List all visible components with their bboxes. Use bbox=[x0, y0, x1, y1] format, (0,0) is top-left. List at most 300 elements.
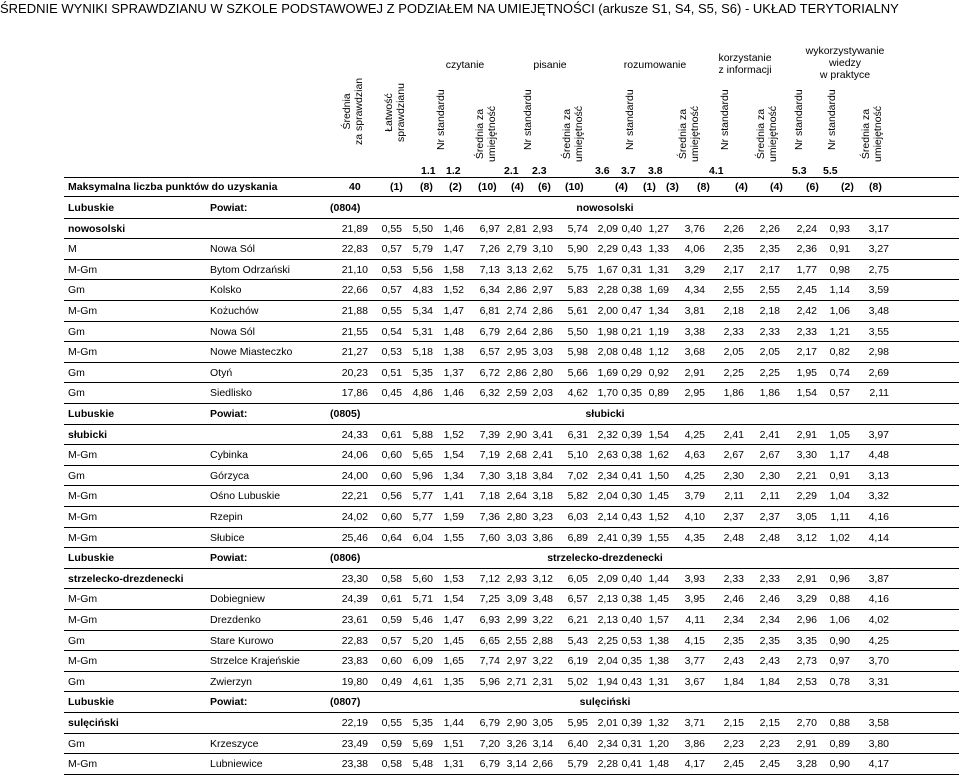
value-cell: 1,95 bbox=[796, 366, 817, 379]
value-cell: 2,05 bbox=[759, 346, 780, 359]
value-cell: 1,45 bbox=[648, 593, 669, 606]
value-cell: 1,65 bbox=[443, 655, 464, 668]
value-cell: 2,31 bbox=[532, 675, 553, 688]
value-cell: 2,59 bbox=[506, 387, 527, 400]
value-cell: 0,60 bbox=[381, 655, 402, 668]
value-cell: 2,23 bbox=[759, 737, 780, 750]
value-cell: 2,35 bbox=[759, 634, 780, 647]
max-points-cell: (8) bbox=[869, 181, 882, 193]
table-row bbox=[0, 363, 959, 384]
region-name: Lubuskie bbox=[68, 202, 115, 214]
row-divider bbox=[64, 403, 959, 404]
row-divider bbox=[64, 609, 959, 610]
value-cell: 7,30 bbox=[479, 469, 500, 482]
value-cell: 6,81 bbox=[479, 305, 500, 317]
value-cell: 7,26 bbox=[479, 243, 500, 256]
value-cell: 1,47 bbox=[443, 614, 464, 626]
value-cell: 3,71 bbox=[684, 717, 705, 729]
value-cell: 2,21 bbox=[796, 469, 817, 482]
header-mean-line2: za sprawdzian bbox=[353, 77, 365, 145]
value-cell: 3,95 bbox=[684, 593, 705, 606]
value-cell: 1,54 bbox=[443, 449, 464, 462]
value-cell: 0,40 bbox=[621, 572, 642, 585]
value-cell: 5,82 bbox=[567, 490, 588, 503]
value-cell: 5,88 bbox=[412, 428, 433, 441]
row-type: Gm bbox=[68, 469, 85, 482]
sub-czytanie-sr-1: Średnia za bbox=[474, 108, 486, 160]
sub-korzystanie-sr bbox=[755, 106, 779, 162]
table-row bbox=[0, 466, 959, 487]
value-cell: 5,34 bbox=[412, 305, 433, 317]
powiat-label: Powiat: bbox=[210, 552, 248, 565]
value-cell: 3,17 bbox=[868, 222, 889, 235]
value-cell: 2,13 bbox=[597, 593, 618, 606]
value-cell: 2,53 bbox=[796, 675, 817, 688]
value-cell: 0,60 bbox=[381, 511, 402, 523]
value-cell: 0,57 bbox=[381, 634, 402, 647]
value-cell: 2,93 bbox=[532, 222, 553, 235]
row-type: M-Gm bbox=[68, 614, 98, 626]
row-type: nowosolski bbox=[68, 222, 126, 235]
row-divider bbox=[64, 485, 959, 486]
value-cell: 0,48 bbox=[621, 346, 642, 359]
value-cell: 0,91 bbox=[829, 469, 850, 482]
value-cell: 17,86 bbox=[341, 387, 368, 400]
value-cell: 2,93 bbox=[506, 572, 527, 585]
value-cell: 3,28 bbox=[796, 758, 817, 771]
value-cell: 2,79 bbox=[506, 243, 527, 256]
max-points-cell: (4) bbox=[735, 181, 748, 193]
table-row bbox=[0, 301, 959, 322]
value-cell: 2,23 bbox=[723, 737, 744, 750]
row-type: M-Gm bbox=[68, 490, 98, 503]
value-cell: 5,83 bbox=[567, 284, 588, 297]
value-cell: 1,54 bbox=[648, 428, 669, 441]
value-cell: 2,11 bbox=[760, 490, 780, 503]
row-divider bbox=[64, 465, 959, 466]
value-cell: 1,70 bbox=[597, 387, 618, 400]
value-cell: 2,35 bbox=[759, 243, 780, 256]
value-cell: 2,81 bbox=[506, 222, 527, 235]
value-cell: 4,10 bbox=[684, 511, 705, 523]
value-cell: 23,30 bbox=[341, 572, 368, 585]
value-cell: 2,05 bbox=[723, 346, 744, 359]
value-cell: 5,66 bbox=[567, 366, 588, 379]
value-cell: 6,19 bbox=[567, 655, 588, 668]
max-points-cell: (4) bbox=[770, 181, 783, 193]
value-cell: 2,80 bbox=[532, 366, 553, 379]
value-cell: 1,52 bbox=[648, 511, 669, 523]
table-row bbox=[0, 754, 959, 775]
powiat-summary-row bbox=[0, 713, 959, 734]
row-divider bbox=[64, 300, 959, 301]
value-cell: 2,36 bbox=[796, 243, 817, 256]
value-cell: 3,86 bbox=[532, 531, 553, 544]
value-cell: 2,90 bbox=[506, 428, 527, 441]
value-cell: 6,65 bbox=[479, 634, 500, 647]
value-cell: 1,45 bbox=[648, 490, 669, 503]
value-cell: 23,61 bbox=[341, 614, 368, 626]
value-cell: 6,09 bbox=[412, 655, 433, 668]
value-cell: 3,10 bbox=[532, 243, 553, 256]
value-cell: 0,82 bbox=[829, 346, 850, 359]
row-divider bbox=[64, 506, 959, 507]
group-wyk-line2: wiedzy bbox=[828, 57, 862, 69]
value-cell: 3,93 bbox=[684, 572, 705, 585]
header-mean bbox=[341, 78, 365, 145]
value-cell: 2,34 bbox=[597, 469, 618, 482]
value-cell: 0,41 bbox=[621, 469, 642, 482]
value-cell: 3,70 bbox=[868, 655, 889, 668]
sub-korzystanie-nr: Nr standardu bbox=[719, 89, 731, 150]
value-cell: 5,96 bbox=[412, 469, 433, 482]
value-cell: 0,38 bbox=[621, 449, 642, 462]
value-cell: 1,47 bbox=[443, 305, 464, 317]
value-cell: 1,04 bbox=[829, 490, 850, 503]
value-cell: 0,31 bbox=[621, 737, 642, 750]
max-points-cell: 40 bbox=[349, 181, 361, 193]
value-cell: 2,73 bbox=[796, 655, 817, 668]
value-cell: 2,63 bbox=[597, 449, 618, 462]
value-cell: 24,39 bbox=[341, 593, 368, 606]
row-type: M-Gm bbox=[68, 593, 98, 606]
value-cell: 2,91 bbox=[796, 737, 817, 750]
row-type: Gm bbox=[68, 737, 85, 750]
value-cell: 4,83 bbox=[412, 284, 433, 297]
value-cell: 5,48 bbox=[412, 758, 433, 771]
value-cell: 1,21 bbox=[829, 325, 850, 338]
value-cell: 21,10 bbox=[341, 263, 368, 276]
value-cell: 0,78 bbox=[829, 675, 850, 688]
value-cell: 5,35 bbox=[412, 366, 433, 379]
value-cell: 1,77 bbox=[796, 263, 817, 276]
value-cell: 1,62 bbox=[648, 449, 669, 462]
row-divider bbox=[64, 712, 959, 713]
value-cell: 5,65 bbox=[412, 449, 433, 462]
value-cell: 5,02 bbox=[567, 675, 588, 688]
value-cell: 2,46 bbox=[723, 593, 744, 606]
standard-number: 5.5 bbox=[823, 165, 838, 177]
row-divider bbox=[64, 341, 959, 342]
table-row bbox=[0, 239, 959, 260]
group-pisanie: pisanie bbox=[533, 59, 567, 71]
value-cell: 6,40 bbox=[567, 737, 588, 750]
value-cell: 2,95 bbox=[684, 387, 705, 400]
value-cell: 7,02 bbox=[567, 469, 588, 482]
value-cell: 2,15 bbox=[723, 717, 744, 729]
sub-rozumowanie-nr: Nr standardu bbox=[624, 89, 636, 150]
value-cell: 24,00 bbox=[341, 469, 368, 482]
row-type: M-Gm bbox=[68, 758, 98, 771]
page-title: ŚREDNIE WYNIKI SPRAWDZIANU W SZKOLE PODSTAWOWEJ Z PODZIAŁEM NA UMIEJĘTNOŚCI (arkusze S1, S4, S5, S6) - UKŁAD TERYTORIALNY bbox=[0, 1, 899, 16]
value-cell: 3,97 bbox=[868, 428, 889, 441]
value-cell: 1,38 bbox=[648, 655, 669, 668]
value-cell: 0,38 bbox=[621, 593, 642, 606]
value-cell: 0,61 bbox=[381, 428, 402, 441]
table-row bbox=[0, 651, 959, 672]
table-row bbox=[0, 486, 959, 507]
header-ease-line2: sprawdzianu bbox=[395, 83, 407, 142]
value-cell: 2,99 bbox=[506, 614, 527, 626]
value-cell: 0,49 bbox=[381, 675, 402, 688]
value-cell: 1,57 bbox=[648, 614, 669, 626]
value-cell: 0,53 bbox=[621, 634, 642, 647]
value-cell: 2,91 bbox=[684, 366, 705, 379]
sub-pisanie-sr-2: umiejętność bbox=[573, 105, 585, 162]
value-cell: 0,89 bbox=[648, 387, 669, 400]
value-cell: 3,80 bbox=[868, 737, 889, 750]
value-cell: 0,57 bbox=[381, 284, 402, 297]
value-cell: 2,09 bbox=[597, 222, 618, 235]
row-divider bbox=[64, 362, 959, 363]
value-cell: 5,31 bbox=[412, 325, 433, 338]
table-row bbox=[0, 610, 959, 631]
value-cell: 3,23 bbox=[532, 511, 553, 523]
sub-wyk-nr1: Nr standardu bbox=[793, 89, 805, 150]
value-cell: 5,79 bbox=[567, 758, 588, 771]
value-cell: 22,83 bbox=[341, 243, 368, 256]
value-cell: 1,38 bbox=[648, 634, 669, 647]
value-cell: 1,59 bbox=[443, 511, 464, 523]
max-points-cell: (3) bbox=[666, 181, 679, 193]
value-cell: 3,30 bbox=[796, 449, 817, 462]
value-cell: 2,45 bbox=[796, 284, 817, 297]
value-cell: 1,45 bbox=[443, 634, 464, 647]
value-cell: 0,57 bbox=[829, 387, 850, 400]
value-cell: 3,05 bbox=[532, 717, 553, 729]
value-cell: 5,96 bbox=[479, 675, 500, 688]
value-cell: 2,01 bbox=[597, 717, 618, 729]
value-cell: 2,26 bbox=[759, 222, 780, 235]
value-cell: 3,59 bbox=[868, 284, 889, 297]
row-type: M-Gm bbox=[68, 449, 98, 462]
value-cell: 1,48 bbox=[443, 325, 464, 338]
value-cell: 2,29 bbox=[597, 243, 618, 256]
value-cell: 1,38 bbox=[443, 346, 464, 359]
value-cell: 1,14 bbox=[829, 284, 850, 297]
value-cell: 3,81 bbox=[684, 305, 705, 317]
powiat-code: (0806) bbox=[330, 552, 361, 565]
region-name: Lubuskie bbox=[68, 696, 115, 709]
sub-wyk-sr-2: umiejętność bbox=[872, 105, 884, 162]
value-cell: 2,33 bbox=[796, 325, 817, 338]
value-cell: 21,88 bbox=[341, 305, 368, 317]
powiat-summary-row bbox=[0, 569, 959, 590]
value-cell: 4,06 bbox=[684, 243, 705, 256]
value-cell: 2,91 bbox=[796, 428, 817, 441]
value-cell: 1,55 bbox=[443, 531, 464, 544]
row-type: Gm bbox=[68, 387, 85, 400]
value-cell: 3,31 bbox=[868, 675, 889, 688]
value-cell: 0,90 bbox=[829, 634, 850, 647]
value-cell: 1,32 bbox=[648, 717, 669, 729]
value-cell: 1,44 bbox=[443, 717, 464, 729]
value-cell: 4,62 bbox=[567, 387, 588, 400]
value-cell: 2,86 bbox=[532, 305, 553, 317]
value-cell: 0,29 bbox=[621, 366, 642, 379]
commune-name: Zwierzyn bbox=[210, 675, 253, 688]
value-cell: 2,34 bbox=[597, 737, 618, 750]
value-cell: 2,25 bbox=[723, 366, 744, 379]
value-cell: 6,93 bbox=[479, 614, 500, 626]
value-cell: 2,35 bbox=[723, 634, 744, 647]
row-divider bbox=[64, 691, 959, 692]
row-divider bbox=[64, 321, 959, 322]
table-row bbox=[0, 672, 959, 693]
sub-pisanie-sr-1: Średnia za bbox=[561, 108, 573, 160]
value-cell: 3,35 bbox=[796, 634, 817, 647]
commune-name: Rzepin bbox=[210, 511, 243, 523]
row-divider bbox=[64, 671, 959, 672]
value-cell: 6,97 bbox=[479, 222, 500, 235]
value-cell: 2,91 bbox=[796, 572, 817, 585]
max-points-cell: (8) bbox=[697, 181, 710, 193]
value-cell: 5,95 bbox=[567, 717, 588, 729]
row-divider bbox=[64, 218, 959, 219]
value-cell: 2,15 bbox=[759, 717, 780, 729]
value-cell: 2,74 bbox=[506, 305, 527, 317]
value-cell: 3,13 bbox=[506, 263, 527, 276]
commune-name: Ośno Lubuskie bbox=[210, 490, 281, 503]
value-cell: 3,86 bbox=[684, 737, 705, 750]
value-cell: 3,87 bbox=[868, 572, 889, 585]
value-cell: 2,25 bbox=[597, 634, 618, 647]
value-cell: 0,43 bbox=[621, 243, 642, 256]
value-cell: 6,05 bbox=[567, 572, 588, 585]
value-cell: 6,79 bbox=[479, 325, 500, 338]
header-ease-line1: Łatwość bbox=[383, 93, 395, 132]
value-cell: 2,68 bbox=[506, 449, 527, 462]
value-cell: 1,35 bbox=[443, 675, 464, 688]
value-cell: 5,71 bbox=[412, 593, 433, 606]
value-cell: 0,53 bbox=[381, 346, 402, 359]
value-cell: 0,43 bbox=[621, 511, 642, 523]
value-cell: 0,47 bbox=[621, 305, 642, 317]
table-row bbox=[0, 528, 959, 549]
value-cell: 4,17 bbox=[684, 758, 705, 771]
max-row-label: Maksymalna liczba punktów do uzyskania bbox=[68, 181, 278, 193]
value-cell: 2,17 bbox=[759, 263, 780, 276]
value-cell: 2,70 bbox=[796, 717, 817, 729]
value-cell: 0,55 bbox=[381, 222, 402, 235]
value-cell: 6,57 bbox=[479, 346, 500, 359]
value-cell: 2,30 bbox=[723, 469, 744, 482]
sub-rozumowanie-sr-2: umiejętność bbox=[689, 105, 701, 162]
powiat-header-row bbox=[0, 404, 959, 425]
value-cell: 4,11 bbox=[685, 614, 705, 626]
value-cell: 2,25 bbox=[759, 366, 780, 379]
value-cell: 1,84 bbox=[723, 675, 744, 688]
value-cell: 2,41 bbox=[723, 428, 744, 441]
powiat-label: Powiat: bbox=[210, 202, 248, 214]
commune-name: Otyń bbox=[210, 366, 233, 379]
value-cell: 2,66 bbox=[532, 758, 553, 771]
group-rozumowanie: rozumowanie bbox=[623, 59, 687, 71]
value-cell: 5,20 bbox=[412, 634, 433, 647]
value-cell: 3,67 bbox=[684, 675, 705, 688]
value-cell: 24,02 bbox=[341, 511, 368, 523]
commune-name: Kolsko bbox=[210, 284, 242, 297]
value-cell: 1,52 bbox=[443, 428, 464, 441]
max-points-cell: (2) bbox=[841, 181, 854, 193]
powiat-code: (0805) bbox=[330, 408, 361, 420]
value-cell: 0,58 bbox=[381, 572, 402, 585]
value-cell: 1,33 bbox=[648, 243, 669, 256]
value-cell: 3,29 bbox=[684, 263, 705, 276]
row-type: Gm bbox=[68, 634, 85, 647]
region-name: Lubuskie bbox=[68, 408, 115, 420]
value-cell: 1,31 bbox=[648, 263, 669, 276]
value-cell: 1,27 bbox=[648, 222, 669, 235]
value-cell: 2,00 bbox=[597, 305, 618, 317]
value-cell: 1,44 bbox=[648, 572, 669, 585]
value-cell: 7,13 bbox=[479, 263, 500, 276]
powiat-code: (0804) bbox=[330, 202, 361, 214]
standard-number: 5.3 bbox=[792, 165, 807, 177]
value-cell: 1,06 bbox=[829, 305, 850, 317]
row-divider bbox=[64, 238, 959, 239]
value-cell: 1,98 bbox=[597, 325, 618, 338]
value-cell: 0,53 bbox=[381, 263, 402, 276]
sub-rozumowanie-sr-1: Średnia za bbox=[677, 108, 689, 160]
value-cell: 3,26 bbox=[506, 737, 527, 750]
value-cell: 0,97 bbox=[829, 655, 850, 668]
table-row bbox=[0, 280, 959, 301]
value-cell: 1,46 bbox=[443, 387, 464, 400]
value-cell: 4,48 bbox=[868, 449, 889, 462]
value-cell: 6,21 bbox=[567, 614, 588, 626]
value-cell: 1,34 bbox=[648, 305, 669, 317]
header-mean-line1: Średnia bbox=[341, 93, 353, 130]
value-cell: 2,86 bbox=[532, 325, 553, 338]
value-cell: 3,77 bbox=[684, 655, 705, 668]
standard-number: 4.1 bbox=[709, 165, 724, 177]
value-cell: 2,48 bbox=[723, 531, 744, 544]
value-cell: 0,54 bbox=[381, 325, 402, 338]
max-points-cell: (4) bbox=[615, 181, 628, 193]
table-row bbox=[0, 342, 959, 363]
value-cell: 0,31 bbox=[621, 263, 642, 276]
sub-wyk-sr-1: Średnia za bbox=[860, 108, 872, 160]
value-cell: 4,25 bbox=[684, 428, 705, 441]
value-cell: 2,75 bbox=[868, 263, 889, 276]
value-cell: 2,41 bbox=[759, 428, 780, 441]
value-cell: 2,17 bbox=[723, 263, 744, 276]
max-points-cell: (2) bbox=[449, 181, 462, 193]
standard-number: 3.7 bbox=[621, 165, 636, 177]
value-cell: 2,96 bbox=[796, 614, 817, 626]
standard-number: 1.1 bbox=[421, 165, 436, 177]
value-cell: 3,12 bbox=[796, 531, 817, 544]
value-cell: 1,50 bbox=[648, 469, 669, 482]
value-cell: 4,02 bbox=[868, 614, 889, 626]
value-cell: 2,34 bbox=[723, 614, 744, 626]
value-cell: 2,55 bbox=[759, 284, 780, 297]
value-cell: 0,59 bbox=[381, 737, 402, 750]
value-cell: 5,56 bbox=[412, 263, 433, 276]
max-points-cell: (6) bbox=[806, 181, 819, 193]
value-cell: 5,43 bbox=[567, 634, 588, 647]
value-cell: 0,51 bbox=[381, 366, 402, 379]
value-cell: 2,33 bbox=[723, 572, 744, 585]
value-cell: 3,27 bbox=[868, 243, 889, 256]
value-cell: 2,64 bbox=[506, 325, 527, 338]
value-cell: 3,03 bbox=[506, 531, 527, 544]
value-cell: 3,22 bbox=[532, 614, 553, 626]
value-cell: 21,27 bbox=[341, 346, 368, 359]
row-divider bbox=[64, 424, 959, 425]
value-cell: 3,38 bbox=[684, 325, 705, 338]
